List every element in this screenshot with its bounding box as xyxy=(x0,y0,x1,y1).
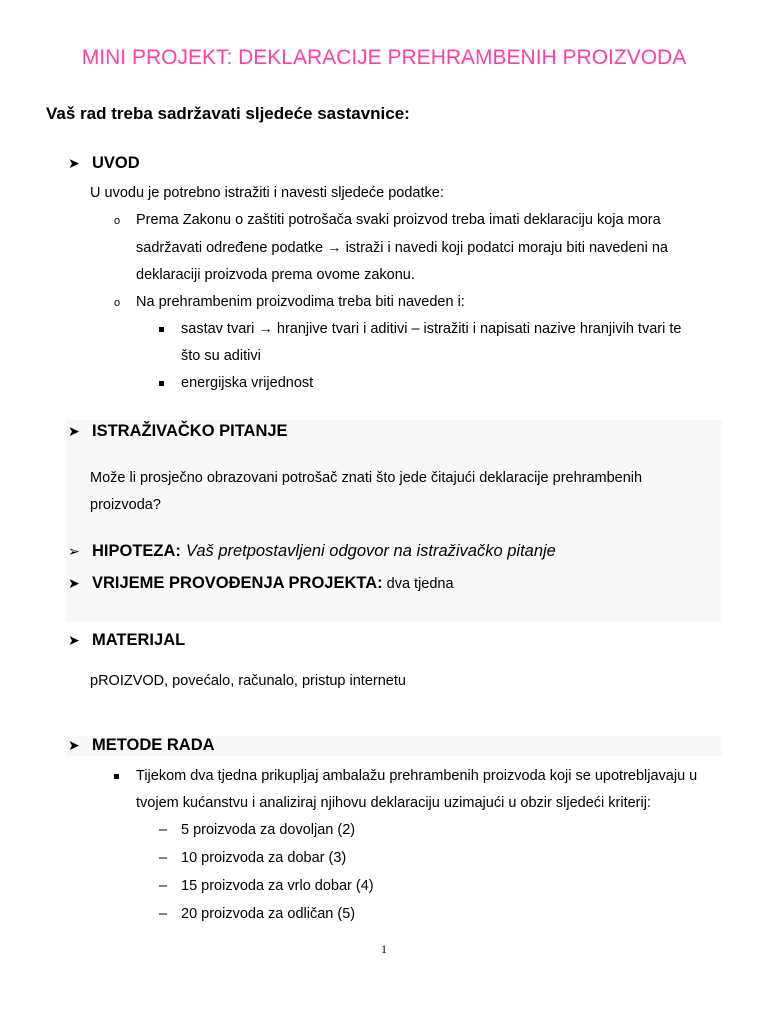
uvod-lead: U uvodu je potrebno istražiti i navesti sljedeće podatke: xyxy=(90,185,444,201)
methods-item-line-2: tvojem kućanstvu i analiziraj njihovu deklaraciju uzimajući u obzir sljedeći kriterij: xyxy=(136,795,651,811)
criteria-item: 10 proizvoda za dobar (3) xyxy=(181,850,347,866)
arrow-bullet-icon: ➢ xyxy=(68,543,80,559)
heading-label: UVOD xyxy=(92,154,140,172)
uvod-sub-1-line-1: sastav tvari → hranjive tvari i aditivi – istražiti i napisati nazive hranjivih tvari te xyxy=(181,321,682,337)
uvod-sub-2: energijska vrijednost xyxy=(181,375,314,391)
intro-text: Vaš rad treba sadržavati sljedeće sastavnice: xyxy=(46,104,410,123)
criteria-item: 20 proizvoda za odličan (5) xyxy=(181,906,356,922)
section-heading-hypothesis xyxy=(68,542,556,561)
section-heading-material xyxy=(68,631,185,650)
dash-bullet-icon: – xyxy=(159,906,168,922)
square-bullet-icon xyxy=(114,774,119,779)
square-bullet-icon xyxy=(159,327,164,332)
heading-label: METODE RADA xyxy=(92,736,215,754)
methods-item-line-1: Tijekom dva tjedna prikupljaj ambalažu prehrambenih proizvoda koji se upotrebljavaju u xyxy=(136,768,698,784)
research-question-line-1: Može li prosječno obrazovani potrošač znati što jede čitajući deklaracije prehrambenih xyxy=(90,470,643,486)
arrow-bullet-icon: ➤ xyxy=(68,575,80,591)
section-heading-research-question xyxy=(68,422,288,441)
arrow-bullet-icon: ➤ xyxy=(68,737,80,753)
material-text: pROIZVOD, povećalo, računalo, pristup internetu xyxy=(90,673,406,689)
section-heading-uvod xyxy=(68,154,140,173)
criteria-item: 5 proizvoda za dovoljan (2) xyxy=(181,822,356,838)
section-heading-duration xyxy=(68,574,454,593)
duration-text: dva tjedna xyxy=(386,575,454,592)
uvod-item-2: Na prehrambenim proizvodima treba biti naveden i: xyxy=(136,294,465,310)
arrow-bullet-icon: ➤ xyxy=(68,632,80,648)
heading-label: HIPOTEZA: xyxy=(92,542,181,560)
arrow-bullet-icon: ➤ xyxy=(68,423,80,439)
page-title: MINI PROJEKT: DEKLARACIJE PREHRAMBENIH PROIZVODA xyxy=(81,46,687,69)
uvod-item-1-line-3: deklaraciji proizvoda prema ovome zakonu. xyxy=(136,267,415,283)
page-number: 1 xyxy=(381,942,387,956)
section-heading-methods xyxy=(68,736,215,755)
circle-bullet-icon: o xyxy=(114,297,121,309)
dash-bullet-icon: – xyxy=(159,850,168,866)
heading-label: ISTRAŽIVAČKO PITANJE xyxy=(92,422,288,440)
research-question-line-2: proizvoda? xyxy=(90,497,161,513)
uvod-item-1-line-2: sadržavati određene podatke → istraži i navedi koji podatci moraju biti navedeni na xyxy=(136,240,668,256)
uvod-sub-1-line-2: što su aditivi xyxy=(181,348,261,364)
circle-bullet-icon: o xyxy=(114,215,121,227)
heading-label: MATERIJAL xyxy=(92,631,186,649)
heading-label: VRIJEME PROVOĐENJA PROJEKTA: xyxy=(92,574,383,592)
hypothesis-text: Vaš pretpostavljeni odgovor na istraživačko pitanje xyxy=(185,542,556,560)
criteria-item: 15 proizvoda za vrlo dobar (4) xyxy=(181,878,374,894)
arrow-bullet-icon: ➤ xyxy=(68,155,80,171)
uvod-item-1-line-1: Prema Zakonu o zaštiti potrošača svaki proizvod treba imati deklaraciju koja mora xyxy=(136,212,661,228)
dash-bullet-icon: – xyxy=(159,822,168,838)
dash-bullet-icon: – xyxy=(159,878,168,894)
square-bullet-icon xyxy=(159,381,164,386)
